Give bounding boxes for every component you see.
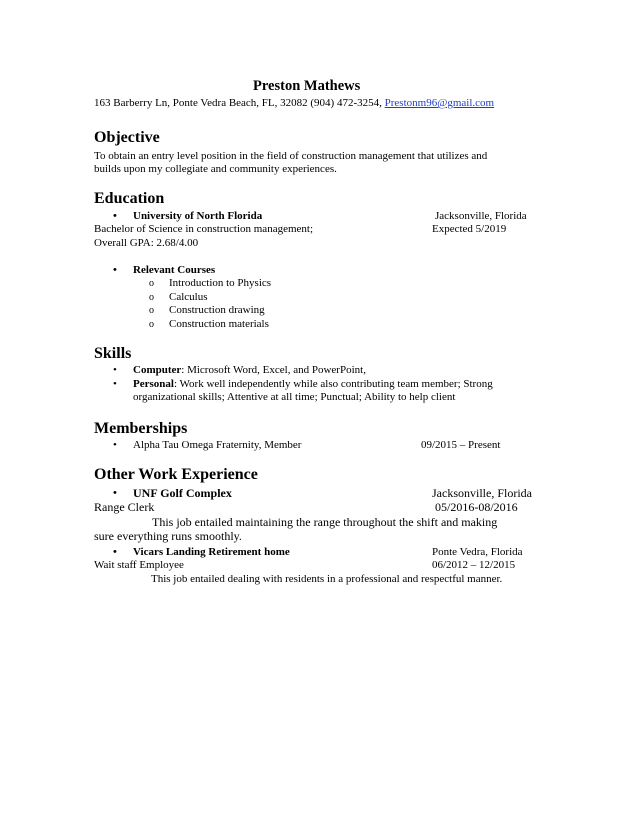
education-location: Jacksonville, Florida xyxy=(435,210,527,222)
education-heading: Education xyxy=(94,190,165,207)
skill-computer-text: : Microsoft Word, Excel, and PowerPoint, xyxy=(181,364,366,376)
candidate-name: Preston Mathews xyxy=(253,78,361,94)
job1-location: Jacksonville, Florida xyxy=(432,486,532,500)
contact-address: 163 Barberry Ln, Ponte Vedra Beach, FL, 32082 (904) 472-3254, xyxy=(94,97,385,109)
job2-title: Wait staff Employee xyxy=(94,559,184,571)
skill-personal-text: : Work well independently while also contributing team member; Strong xyxy=(173,378,493,390)
objective-line-2: builds upon my collegiate and community experiences. xyxy=(94,163,337,175)
objective-line-1: To obtain an entry level position in the field of construction management that utilizes and xyxy=(94,150,488,162)
education-expected: Expected 5/2019 xyxy=(432,223,507,235)
education-school: • University of North Florida xyxy=(133,210,262,223)
course-item: o Introduction to Physics xyxy=(169,277,271,290)
job2-location: Ponte Vedra, Florida xyxy=(432,546,523,558)
skill-computer-label: Computer xyxy=(133,364,182,376)
education-degree: Bachelor of Science in construction management; xyxy=(94,223,314,235)
job2-dates: 06/2012 – 12/2015 xyxy=(432,559,516,571)
skill-personal-text-2: organizational skills; Attentive at all time; Punctual; Ability to help client xyxy=(133,391,456,403)
job1-employer: • UNF Golf Complex xyxy=(133,486,232,501)
membership-dates: 09/2015 – Present xyxy=(421,439,501,451)
contact-line xyxy=(94,97,494,110)
education-gpa: Overall GPA: 2.68/4.00 xyxy=(94,237,199,249)
job2-employer: • Vicars Landing Retirement home xyxy=(133,546,290,559)
membership-item: • Alpha Tau Omega Fraternity, Member xyxy=(133,439,301,452)
skills-heading: Skills xyxy=(94,345,132,362)
memberships-heading: Memberships xyxy=(94,420,188,437)
course-item: o Construction drawing xyxy=(169,304,265,317)
skill-personal-label: Personal xyxy=(133,378,174,390)
course-item: o Construction materials xyxy=(169,318,269,331)
job2-description: This job entailed dealing with residents in a professional and respectful manner. xyxy=(151,573,503,585)
job1-title: Range Clerk xyxy=(94,500,155,514)
objective-heading: Objective xyxy=(94,129,160,146)
work-heading: Other Work Experience xyxy=(94,466,258,483)
job1-dates: 05/2016-08/2016 xyxy=(435,500,518,514)
job1-description-2: sure everything runs smoothly. xyxy=(94,529,242,543)
job1-description-1: This job entailed maintaining the range throughout the shift and making xyxy=(152,515,498,529)
skill-personal xyxy=(133,378,493,391)
course-item: o Calculus xyxy=(169,291,208,304)
courses-label: • Relevant Courses xyxy=(133,264,215,277)
skill-computer xyxy=(133,364,366,377)
email-link[interactable]: Prestonm96@gmail.com xyxy=(384,97,495,109)
